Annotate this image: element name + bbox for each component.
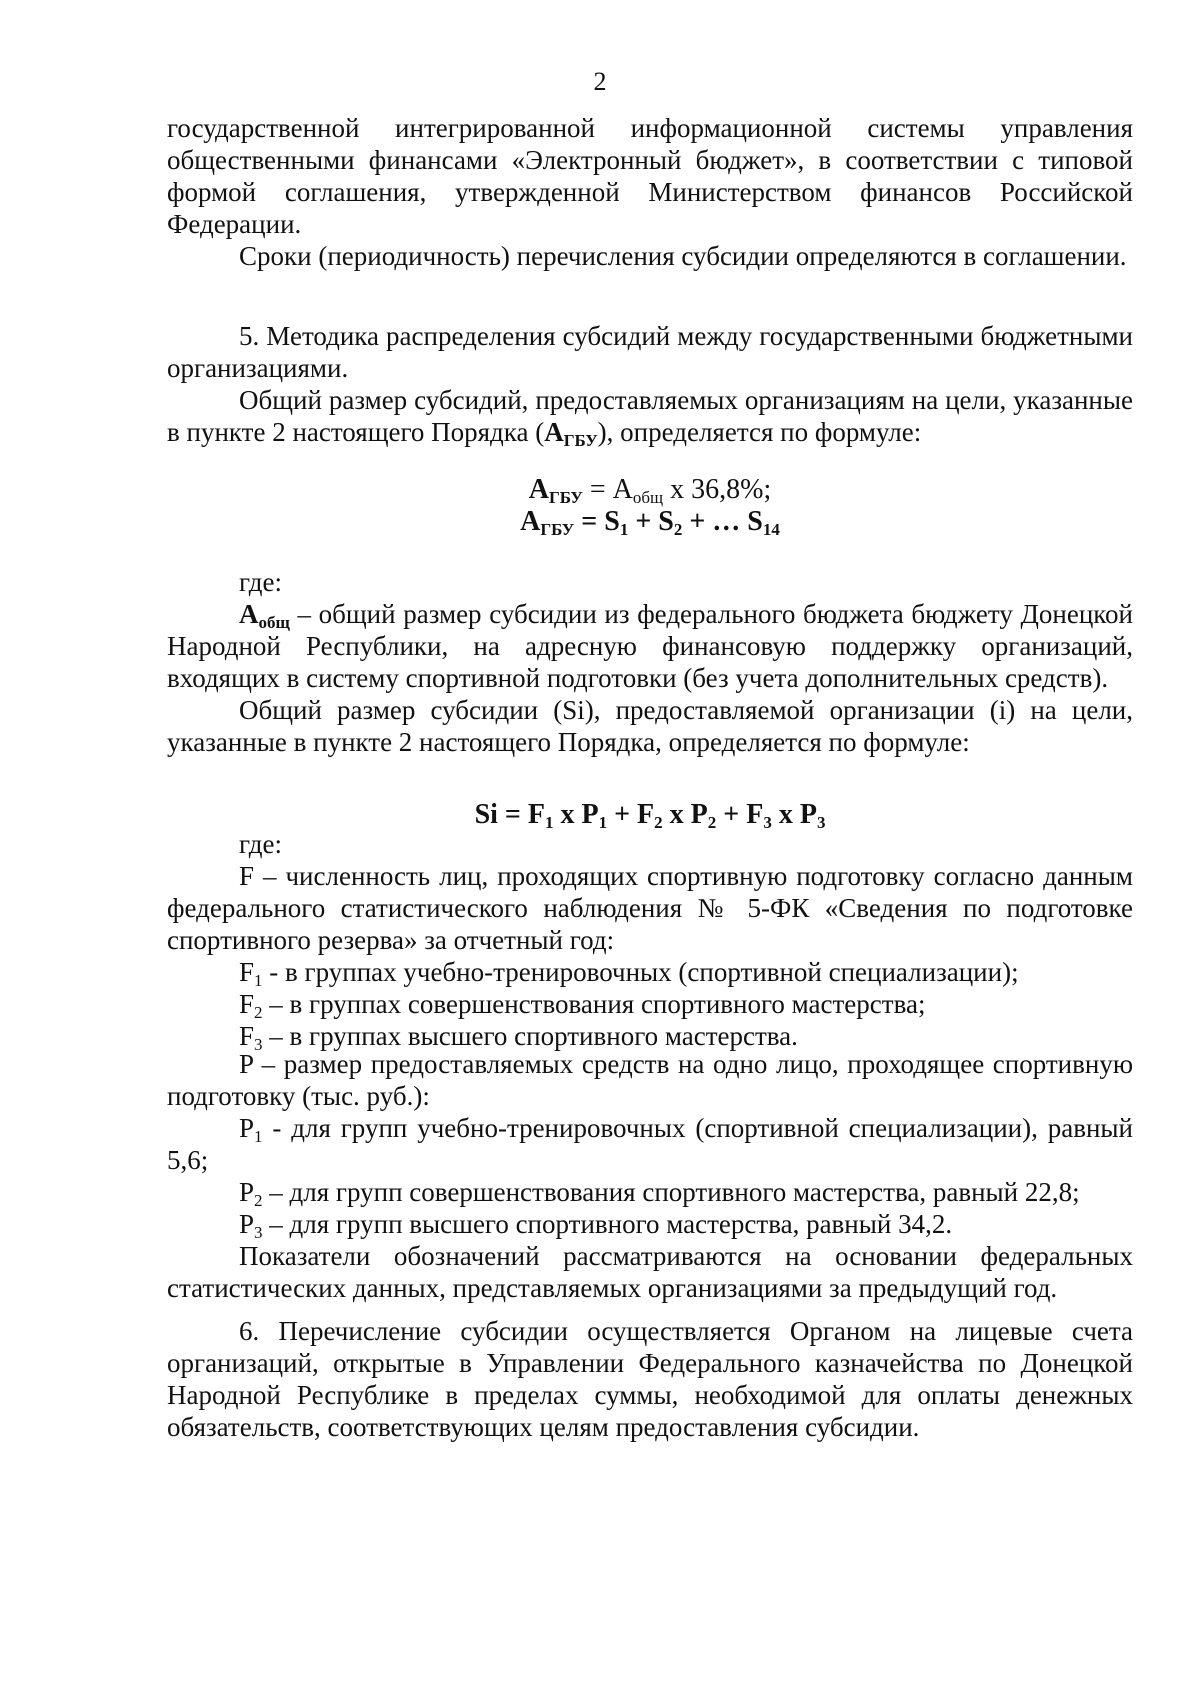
section-5 xyxy=(167,320,1133,448)
p-definition: P – размер предоставляемых средств на одно лицо, проходящее спортивную подготовку (тыс. руб.): xyxy=(167,1049,1133,1111)
formula-si: $Si = F_1$ х $P_1 + F_2$ х $P_2 + F_3$ х $P_3$ xyxy=(474,799,826,832)
f-definition: F – численность лиц, проходящих спортивную подготовку согласно данным федерального статистического наблюдения № 5-ФК «Сведения по подготовке спортивного резерва» за отчетный год: xyxy=(167,861,1133,955)
p-item-2: $P_2$ – для групп совершенствования спортивного мастерства, равный 22,8; xyxy=(239,1177,1080,1210)
p-item-1: $P_1$ - для групп учебно-тренировочных (спортивной специализации), равный 5,6; xyxy=(167,1113,1133,1175)
page-number: 2 xyxy=(593,67,607,96)
terms-paragraph: Сроки (периодичность) перечисления субсидии определяются в соглашении. xyxy=(239,241,1127,271)
formula-agbu-sum: $А_{ГБУ} = S_1 + S_2$ + … $S_{14}$ xyxy=(520,506,780,539)
where-label-2: где: xyxy=(239,829,282,859)
f-item-2: $F_2$ – в группах совершенствования спортивного мастерства; xyxy=(239,989,926,1022)
intro-block xyxy=(167,112,1133,272)
section-5-heading: 5. Методика распределения субсидий между государственными бюджетными организациями. xyxy=(167,321,1133,383)
definitions-block-3 xyxy=(167,1048,1133,1304)
intro-paragraph: государственной интегрированной информационной системы управления общественными финансами «Электронный бюджет», в соответствии с типовой формой соглашения, утвержденной Министерством финансов Российской Федерации. xyxy=(167,113,1133,239)
agbu-subscript: ГБУ xyxy=(563,431,598,450)
section-6-paragraph: 6. Перечисление субсидии осуществляется Органом на лицевые счета организаций, открытые в Управлении Федерального казначейства по Донецкой Народной Республике в пределах суммы, необходимой для оплаты денежных обязательств, соответствующих целям предоставления субсидии. xyxy=(167,1316,1133,1442)
total-text-b: ), определяется по формуле: xyxy=(597,417,922,447)
definitions-block-1 xyxy=(167,566,1133,758)
total-text-a: Общий размер субсидий, предоставляемых организациям на цели, указанные в пункте 2 настоящего Порядка ( xyxy=(167,385,1133,447)
agbu-symbol: А xyxy=(544,417,564,447)
aobsh-definition: $А_{общ}$ – общий размер субсидии из федерального бюджета бюджету Донецкой Народной Республики, на адресную финансовую поддержку организаций, входящих в систему спортивной подготовки (без учета дополнительных средств). xyxy=(167,599,1133,693)
f-item-3: $F_3$ – в группах высшего спортивного мастерства. xyxy=(239,1021,798,1054)
definitions-block-2 xyxy=(167,828,1133,1052)
formula-agbu-total: $А_{ГБУ} = А_{общ}$ х 36,8%; xyxy=(528,474,772,507)
f-item-1: $F_1$ - в группах учебно-тренировочных (спортивной специализации); xyxy=(239,957,1019,990)
si-paragraph: Общий размер субсидии (Si), предоставляемой организации (i) на цели, указанные в пункте 2 настоящего Порядка, определяется по формуле: xyxy=(167,695,1133,757)
section-6 xyxy=(167,1315,1133,1443)
total-subsidy-paragraph xyxy=(167,384,1133,448)
where-label: где: xyxy=(239,567,282,597)
indicators-paragraph: Показатели обозначений рассматриваются на основании федеральных статистических данных, представляемых организациями за предыдущий год. xyxy=(167,1241,1133,1303)
p-item-3: $P_3$ – для групп высшего спортивного мастерства, равный 34,2. xyxy=(239,1209,953,1242)
